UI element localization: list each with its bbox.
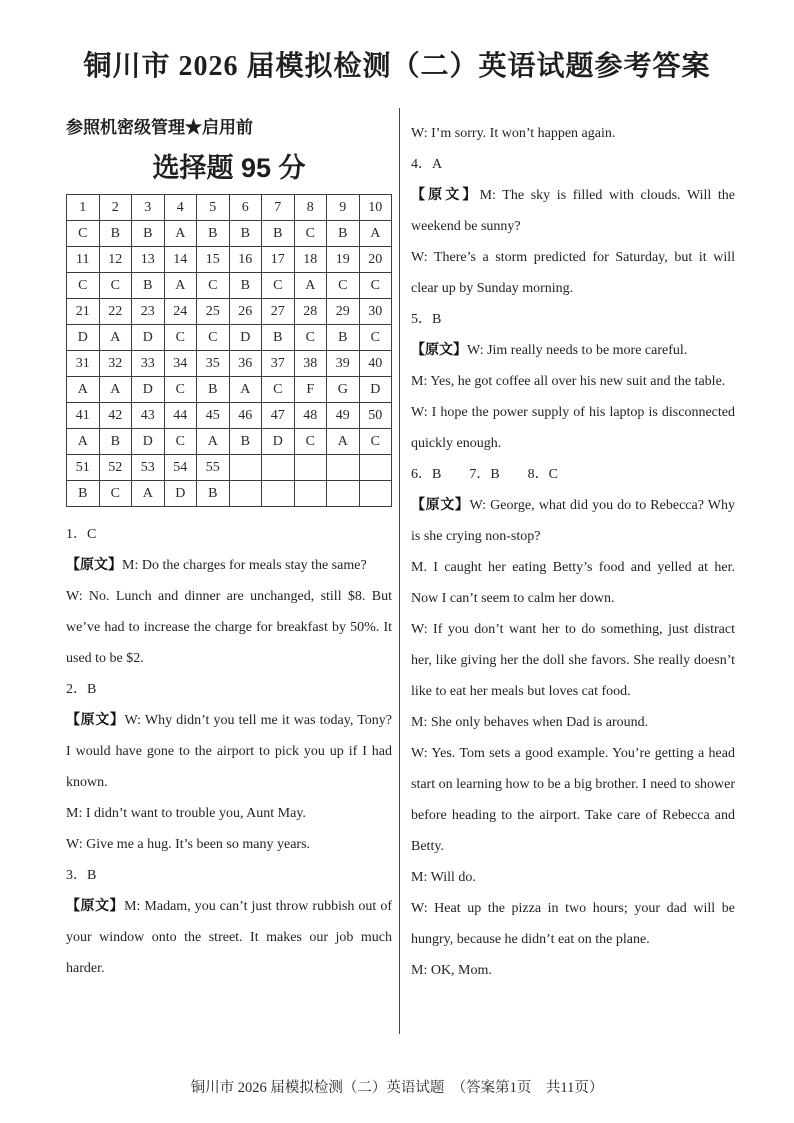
question-number-cell: 54 xyxy=(164,455,197,481)
answer-cell xyxy=(359,481,392,507)
source-label: 【原文】 xyxy=(411,498,470,513)
question-number-cell: 52 xyxy=(99,455,132,481)
answer-cell: C xyxy=(359,429,392,455)
question-number-cell: 11 xyxy=(67,247,100,273)
answer-cell: A xyxy=(164,221,197,247)
answer-cell: A xyxy=(132,481,165,507)
answer-cell: B xyxy=(262,221,295,247)
question-number-cell: 47 xyxy=(262,403,295,429)
answer-cell: C xyxy=(197,325,230,351)
left-column xyxy=(66,108,392,984)
transcript-line: 【原文】W: Why didn’t you tell me it was today, Tony? I would have gone to the airport to pick you up if I had known. xyxy=(66,713,392,790)
question-number-cell: 3 xyxy=(132,195,165,221)
answer-cell: C xyxy=(99,273,132,299)
question-number-cell: 48 xyxy=(294,403,327,429)
table-row xyxy=(67,273,392,299)
answer-cell: C xyxy=(67,273,100,299)
answer-cell: D xyxy=(359,377,392,403)
answer-cell: G xyxy=(327,377,360,403)
answer-cell xyxy=(294,481,327,507)
source-label: 【原文】 xyxy=(411,188,480,203)
question-number-cell: 34 xyxy=(164,351,197,377)
answer-cell: C xyxy=(359,273,392,299)
transcript-line: M: Yes, he got coffee all over his new suit and the table. xyxy=(411,374,726,389)
question-number-cell: 6 xyxy=(229,195,262,221)
answer-cell: D xyxy=(132,325,165,351)
question-number-cell xyxy=(262,455,295,481)
answer-table xyxy=(66,194,392,507)
question-number-cell: 30 xyxy=(359,299,392,325)
source-label: 【原文】 xyxy=(411,343,467,358)
question-number-cell: 24 xyxy=(164,299,197,325)
secrecy-notice: 参照机密级管理★启用前 xyxy=(66,118,253,137)
answer-cell: A xyxy=(294,273,327,299)
table-row xyxy=(67,221,392,247)
transcript-line: W: Give me a hug. It’s been so many years. xyxy=(66,837,311,852)
answer-cell xyxy=(262,481,295,507)
transcript-line: W: I hope the power supply of his laptop is disconnected quickly enough. xyxy=(411,405,735,451)
transcript-line: W: There’s a storm predicted for Saturday, but it will clear up by Sunday morning. xyxy=(411,250,735,296)
question-number-cell xyxy=(294,455,327,481)
table-row xyxy=(67,377,392,403)
question-number-cell: 1 xyxy=(67,195,100,221)
question-number-cell: 15 xyxy=(197,247,230,273)
question-number-cell: 17 xyxy=(262,247,295,273)
question-number-cell: 20 xyxy=(359,247,392,273)
question-number-cell: 4 xyxy=(164,195,197,221)
answer-cell: D xyxy=(132,429,165,455)
answer-cell xyxy=(229,481,262,507)
source-label: 【原文】 xyxy=(66,558,122,573)
question-number-cell: 2 xyxy=(99,195,132,221)
question-number-cell: 23 xyxy=(132,299,165,325)
question-number-cell: 25 xyxy=(197,299,230,325)
answer-cell: C xyxy=(262,377,295,403)
answer-cell: B xyxy=(197,221,230,247)
answer-cell: C xyxy=(359,325,392,351)
answer-cell: D xyxy=(164,481,197,507)
answer-cell: A xyxy=(99,325,132,351)
transcript-line: W: No. Lunch and dinner are unchanged, still $8. But we’ve had to increase the charge for breakfast by 50%. It used to be $2. xyxy=(66,589,392,666)
question-number-cell: 45 xyxy=(197,403,230,429)
transcript-line: W: Heat up the pizza in two hours; your dad will be hungry, because he didn’t eat on the plane. xyxy=(411,901,735,947)
question-number-cell: 42 xyxy=(99,403,132,429)
answer-cell: B xyxy=(132,273,165,299)
answer-item: 1．C xyxy=(66,527,97,542)
answer-cell: B xyxy=(327,325,360,351)
answer-item: 2．B xyxy=(66,682,97,697)
transcript-line: M: She only behaves when Dad is around. xyxy=(411,715,649,730)
question-number-cell: 12 xyxy=(99,247,132,273)
question-number-cell: 22 xyxy=(99,299,132,325)
table-row xyxy=(67,403,392,429)
table-row xyxy=(67,351,392,377)
question-number-cell: 26 xyxy=(229,299,262,325)
answer-cell: A xyxy=(99,377,132,403)
left-transcripts xyxy=(66,519,392,984)
question-number-cell: 49 xyxy=(327,403,360,429)
transcript-line: W: I’m sorry. It won’t happen again. xyxy=(411,126,616,141)
transcript-line: W: If you don’t want her to do something, just distract her, like giving her the doll she favors. She really doesn’t like to eat her meals but loves cat food. xyxy=(411,622,735,699)
question-number-cell: 46 xyxy=(229,403,262,429)
answer-cell: C xyxy=(327,273,360,299)
answer-cell: A xyxy=(67,377,100,403)
answer-cell: D xyxy=(132,377,165,403)
transcript-line: 【原文】W: George, what did you do to Rebecca? Why is she crying non-stop? xyxy=(411,498,736,544)
transcript-line: M. I caught her eating Betty’s food and yelled at her. Now I can’t seem to calm her down. xyxy=(411,560,735,606)
question-number-cell: 28 xyxy=(294,299,327,325)
answer-cell: B xyxy=(67,481,100,507)
answer-cell: C xyxy=(294,221,327,247)
question-number-cell: 50 xyxy=(359,403,392,429)
transcript-line: 【原文】M: The sky is filled with clouds. Will the weekend be sunny? xyxy=(411,188,736,234)
question-number-cell: 14 xyxy=(164,247,197,273)
answer-cell: A xyxy=(164,273,197,299)
question-number-cell: 40 xyxy=(359,351,392,377)
question-number-cell: 32 xyxy=(99,351,132,377)
answer-cell: A xyxy=(229,377,262,403)
question-number-cell: 16 xyxy=(229,247,262,273)
answer-cell: F xyxy=(294,377,327,403)
question-number-cell: 31 xyxy=(67,351,100,377)
table-row xyxy=(67,429,392,455)
answer-cell: D xyxy=(262,429,295,455)
question-number-cell: 55 xyxy=(197,455,230,481)
answer-item: 4．A xyxy=(411,157,443,172)
question-number-cell: 36 xyxy=(229,351,262,377)
answer-cell: C xyxy=(262,273,295,299)
transcript-line: M: Will do. xyxy=(411,870,476,885)
answer-cell: B xyxy=(197,481,230,507)
question-number-cell: 8 xyxy=(294,195,327,221)
answer-cell: A xyxy=(327,429,360,455)
answer-item: 6．B 7．B 8．C xyxy=(411,467,559,482)
section-title: 选择题 95 分 xyxy=(152,153,306,183)
question-number-cell: 7 xyxy=(262,195,295,221)
answer-cell: B xyxy=(99,429,132,455)
answer-cell: B xyxy=(229,273,262,299)
answer-cell: D xyxy=(67,325,100,351)
table-row xyxy=(67,325,392,351)
answer-cell: C xyxy=(197,273,230,299)
table-row xyxy=(67,247,392,273)
question-number-cell: 44 xyxy=(164,403,197,429)
table-row xyxy=(67,481,392,507)
table-row xyxy=(67,299,392,325)
answer-cell: C xyxy=(164,325,197,351)
answer-cell: B xyxy=(99,221,132,247)
question-number-cell: 37 xyxy=(262,351,295,377)
question-number-cell: 19 xyxy=(327,247,360,273)
question-number-cell: 39 xyxy=(327,351,360,377)
answer-cell: C xyxy=(294,325,327,351)
transcript-line: W: Yes. Tom sets a good example. You’re getting a head start on learning how to be a big brother. I need to shower before heading to the airport. Take care of Rebecca and Betty. xyxy=(411,746,735,854)
answer-item: 5．B xyxy=(411,312,442,327)
source-label: 【原文】 xyxy=(66,713,125,728)
question-number-cell: 27 xyxy=(262,299,295,325)
answer-cell: C xyxy=(99,481,132,507)
answer-cell: B xyxy=(327,221,360,247)
question-number-cell: 33 xyxy=(132,351,165,377)
question-number-cell: 41 xyxy=(67,403,100,429)
table-row xyxy=(67,455,392,481)
answer-cell: B xyxy=(132,221,165,247)
answer-cell: B xyxy=(262,325,295,351)
question-number-cell: 53 xyxy=(132,455,165,481)
question-number-cell: 10 xyxy=(359,195,392,221)
table-row xyxy=(67,195,392,221)
answer-cell: B xyxy=(229,221,262,247)
question-number-cell: 21 xyxy=(67,299,100,325)
page-title: 铜川市 2026 届模拟检测（二）英语试题参考答案 xyxy=(83,51,711,82)
answer-cell xyxy=(327,481,360,507)
transcript-line: 【原文】M: Madam, you can’t just throw rubbish out of your window onto the street. It makes our job much harder. xyxy=(66,899,392,976)
right-transcripts xyxy=(411,118,735,986)
answer-cell: C xyxy=(164,429,197,455)
transcript-line: M: I didn’t want to trouble you, Aunt May. xyxy=(66,806,306,821)
question-number-cell: 29 xyxy=(327,299,360,325)
question-number-cell: 35 xyxy=(197,351,230,377)
answer-cell: C xyxy=(294,429,327,455)
question-number-cell: 9 xyxy=(327,195,360,221)
answer-cell: C xyxy=(164,377,197,403)
transcript-line: M: OK, Mom. xyxy=(411,963,492,978)
question-number-cell: 13 xyxy=(132,247,165,273)
question-number-cell: 5 xyxy=(197,195,230,221)
page-footer: 铜川市 2026 届模拟检测（二）英语试题 （答案第1页 共11页） xyxy=(190,1080,604,1096)
question-number-cell: 51 xyxy=(67,455,100,481)
answer-cell: B xyxy=(197,377,230,403)
question-number-cell: 18 xyxy=(294,247,327,273)
transcript-line: 【原文】M: Do the charges for meals stay the same? xyxy=(66,558,367,573)
answer-cell: A xyxy=(197,429,230,455)
answer-cell: A xyxy=(359,221,392,247)
answer-cell: B xyxy=(229,429,262,455)
right-column xyxy=(411,106,735,986)
transcript-line: 【原文】W: Jim really needs to be more careful. xyxy=(411,343,688,358)
answer-item: 3．B xyxy=(66,868,97,883)
question-number-cell xyxy=(359,455,392,481)
question-number-cell: 43 xyxy=(132,403,165,429)
source-label: 【原文】 xyxy=(66,899,125,914)
answer-cell: C xyxy=(67,221,100,247)
question-number-cell xyxy=(327,455,360,481)
question-number-cell xyxy=(229,455,262,481)
answer-cell: A xyxy=(67,429,100,455)
question-number-cell: 38 xyxy=(294,351,327,377)
answer-cell: D xyxy=(229,325,262,351)
column-divider xyxy=(399,108,400,1034)
